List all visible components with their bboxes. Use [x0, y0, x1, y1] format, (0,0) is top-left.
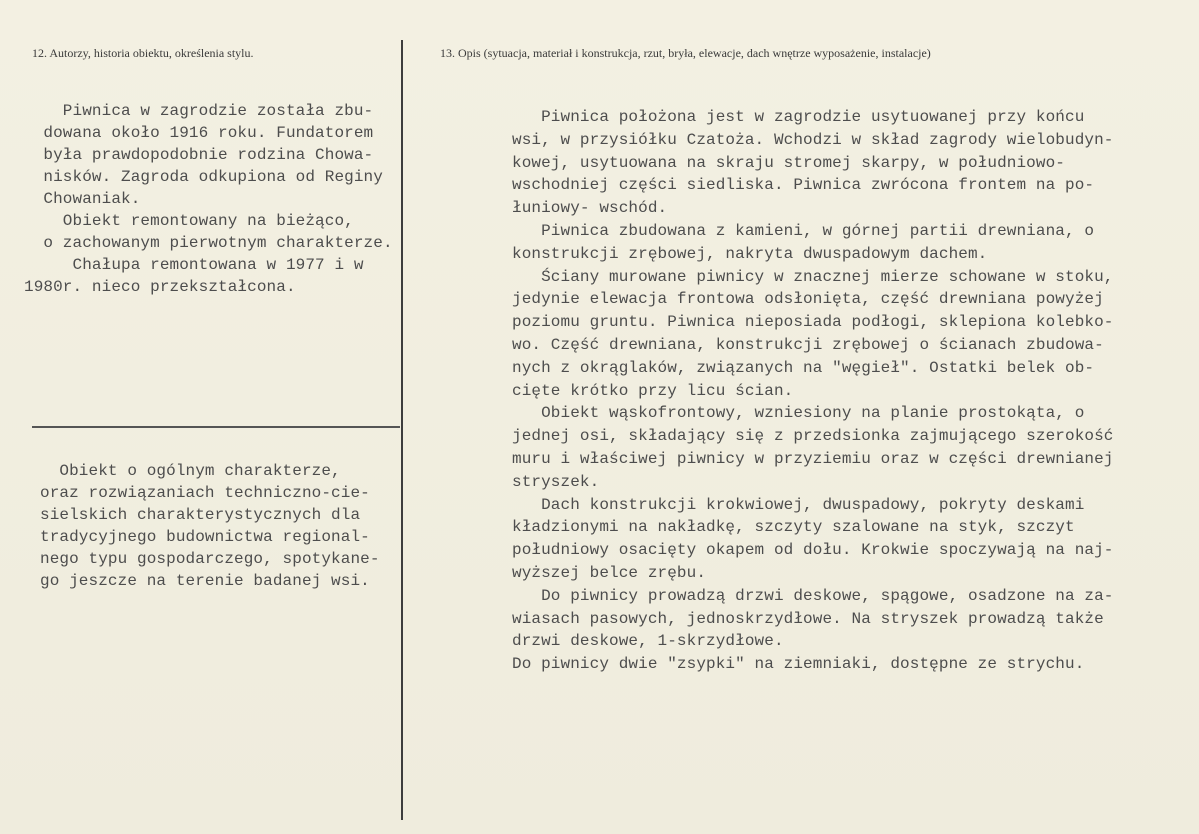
description-line: Dach konstrukcji krokwiowej, dwuspadowy, pokryty deskami	[512, 495, 1085, 514]
history-line: dowana około 1916 roku. Fundatorem	[24, 124, 374, 142]
section-12-header: 12. Autorzy, historia obiektu, określenia stylu.	[32, 46, 254, 60]
history-line: o zachowanym pierwotnym charakterze.	[24, 234, 393, 252]
history-text	[24, 100, 393, 298]
section-13-header: 13. Opis (sytuacja, materiał i konstrukcja, rzut, bryła, elewacje, dach wnętrze wyposażenie, instalacje)	[440, 46, 931, 60]
description-line: jednej osi, składający się z przedsionka zajmującego szerokość	[512, 427, 1114, 446]
history-line: Obiekt remontowany na bieżąco,	[24, 212, 354, 230]
style-text	[40, 460, 380, 592]
description-line: stryszek.	[512, 472, 600, 491]
description-line: wschodniej części siedliska. Piwnica zwrócona frontem na po-	[512, 176, 1095, 195]
description-line: nych z okrąglaków, związanych na "węgieł". Ostatki belek ob-	[512, 358, 1095, 377]
description-line: południowy osacięty okapem od dołu. Krokwie spoczywają na naj-	[512, 541, 1114, 560]
description-line: cięte krótko przy licu ścian.	[512, 381, 794, 400]
description-line: łuniowy- wschód.	[512, 199, 668, 218]
description-line: drzwi deskowe, 1-skrzydłowe.	[512, 632, 784, 651]
description-line: Piwnica położona jest w zagrodzie usytuowanej przy końcu	[512, 108, 1085, 126]
left-section-divider	[32, 426, 400, 428]
style-line: nego typu gospodarczego, spotykane-	[40, 550, 380, 568]
history-line: była prawdopodobnie rodzina Chowa-	[24, 146, 374, 164]
description-line: Do piwnicy prowadzą drzwi deskowe, spągowe, osadzone na za-	[512, 586, 1114, 605]
description-line: Ściany murowane piwnicy w znacznej mierze schowane w stoku,	[512, 267, 1114, 286]
style-line: sielskich charakterystycznych dla	[40, 506, 361, 524]
description-line: konstrukcji zrębowej, nakryta dwuspadowym dachem.	[512, 244, 988, 263]
description-line: Do piwnicy dwie "zsypki" na ziemniaki, dostępne ze strychu.	[512, 655, 1085, 674]
column-divider	[401, 40, 403, 820]
description-line: Piwnica zbudowana z kamieni, w górnej partii drewniana, o	[512, 221, 1095, 240]
history-line: nisków. Zagroda odkupiona od Reginy	[24, 168, 383, 186]
history-line: Chowaniak.	[24, 190, 141, 208]
description-line: jedynie elewacja frontowa odsłonięta, część drewniana powyżej	[512, 290, 1104, 309]
description-line: wo. Część drewniana, konstrukcji zrębowej o ścianach zbudowa-	[512, 335, 1104, 354]
description-text	[512, 106, 1114, 676]
style-line: tradycyjnego budownictwa regional-	[40, 528, 370, 546]
description-line: kładzionymi na nakładkę, szczyty szalowane na styk, szczyt	[512, 518, 1075, 537]
description-line: wiasach pasowych, jednoskrzydłowe. Na stryszek prowadzą także	[512, 609, 1104, 628]
style-line: go jeszcze na terenie badanej wsi.	[40, 572, 370, 590]
description-line: poziomu gruntu. Piwnica nieposiada podłogi, sklepiona kolebko-	[512, 313, 1114, 332]
style-line: Obiekt o ogólnym charakterze,	[40, 462, 341, 480]
style-line: oraz rozwiązaniach techniczno-cie-	[40, 484, 370, 502]
history-line: Chałupa remontowana w 1977 i w	[24, 256, 364, 274]
description-line: muru i właściwej piwnicy w przyziemiu oraz w części drewnianej	[512, 449, 1114, 468]
description-line: Obiekt wąskofrontowy, wzniesiony na planie prostokąta, o	[512, 404, 1085, 423]
description-line: wyższej belce zrębu.	[512, 563, 707, 582]
history-line: 1980r. nieco przekształcona.	[24, 278, 296, 296]
history-line: Piwnica w zagrodzie została zbu-	[24, 102, 374, 120]
description-line: kowej, usytuowana na skraju stromej skarpy, w południowo-	[512, 153, 1065, 172]
description-line: wsi, w przysiółku Czatoża. Wchodzi w skład zagrody wielobudyn-	[512, 130, 1114, 149]
